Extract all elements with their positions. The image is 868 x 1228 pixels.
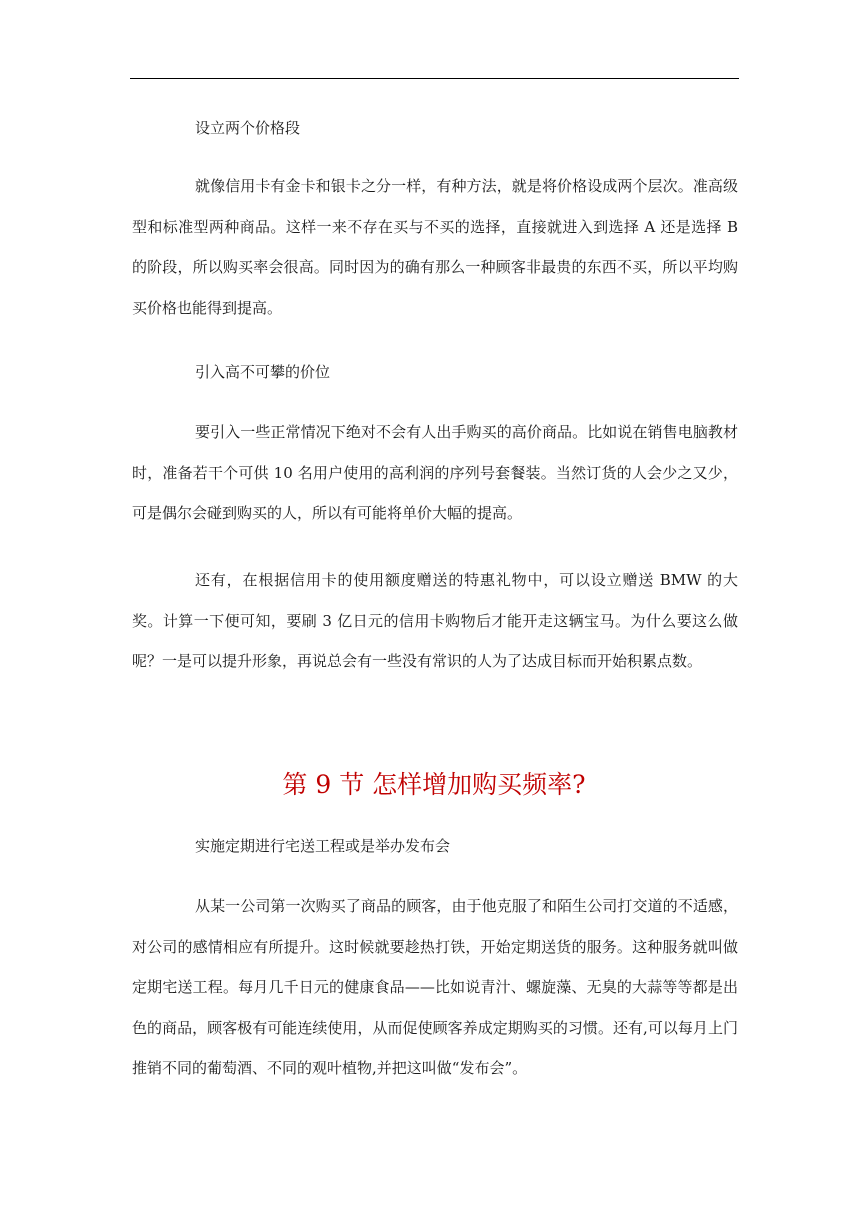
section-title: 第 9 节 怎样增加购买频率? <box>282 770 586 799</box>
header-rule <box>130 78 739 79</box>
paragraph-high-price: 要引入一些正常情况下绝对不会有人出手购买的高价商品。比如说在销售电脑教材时，准备若干个可供 10 名用户使用的高利润的序列号套餐装。当然订货的人会少之又少，可是偶尔会碰到购买的人，所以有可能将单价大幅的提高。 <box>132 423 738 522</box>
subheading-high-price: 引入高不可攀的价位 <box>195 363 331 381</box>
paragraph-bmw-prize: 还有，在根据信用卡的使用额度赠送的特惠礼物中，可以设立赠送 BMW 的大奖。计算一下便可知，要刷 3 亿日元的信用卡购物后才能开走这辆宝马。为什么要这么做呢？一是可以提升形象，再说总会有一些没有常识的人为了达成目标而开始积累点数。 <box>132 571 738 670</box>
subheading-price-tiers: 设立两个价格段 <box>195 119 301 137</box>
paragraph-delivery: 从某一公司第一次购买了商品的顾客，由于他克服了和陌生公司打交道的不适感，对公司的感情相应有所提升。这时候就要趁热打铁，开始定期送货的服务。这种服务就叫做定期宅送工程。每月几千日元的健康食品——比如说青汁、螺旋藻、无臭的大蒜等等都是出色的商品，顾客极有可能连续使用，从而促使顾客养成定期购买的习惯。还有,可以每月上门推销不同的葡萄酒、不同的观叶植物,并把这叫做“发布会”。 <box>132 897 738 1077</box>
subheading-delivery: 实施定期进行宅送工程或是举办发布会 <box>195 837 451 855</box>
paragraph-price-tiers: 就像信用卡有金卡和银卡之分一样，有种方法，就是将价格设成两个层次。准高级型和标准型两种商品。这样一来不存在买与不买的选择，直接就进入到选择 A 还是选择 B 的阶段，所以购买率会很高。同时因为的确有那么一种顾客非最贵的东西不买，所以平均购买价格也能得到提高。 <box>132 177 738 317</box>
